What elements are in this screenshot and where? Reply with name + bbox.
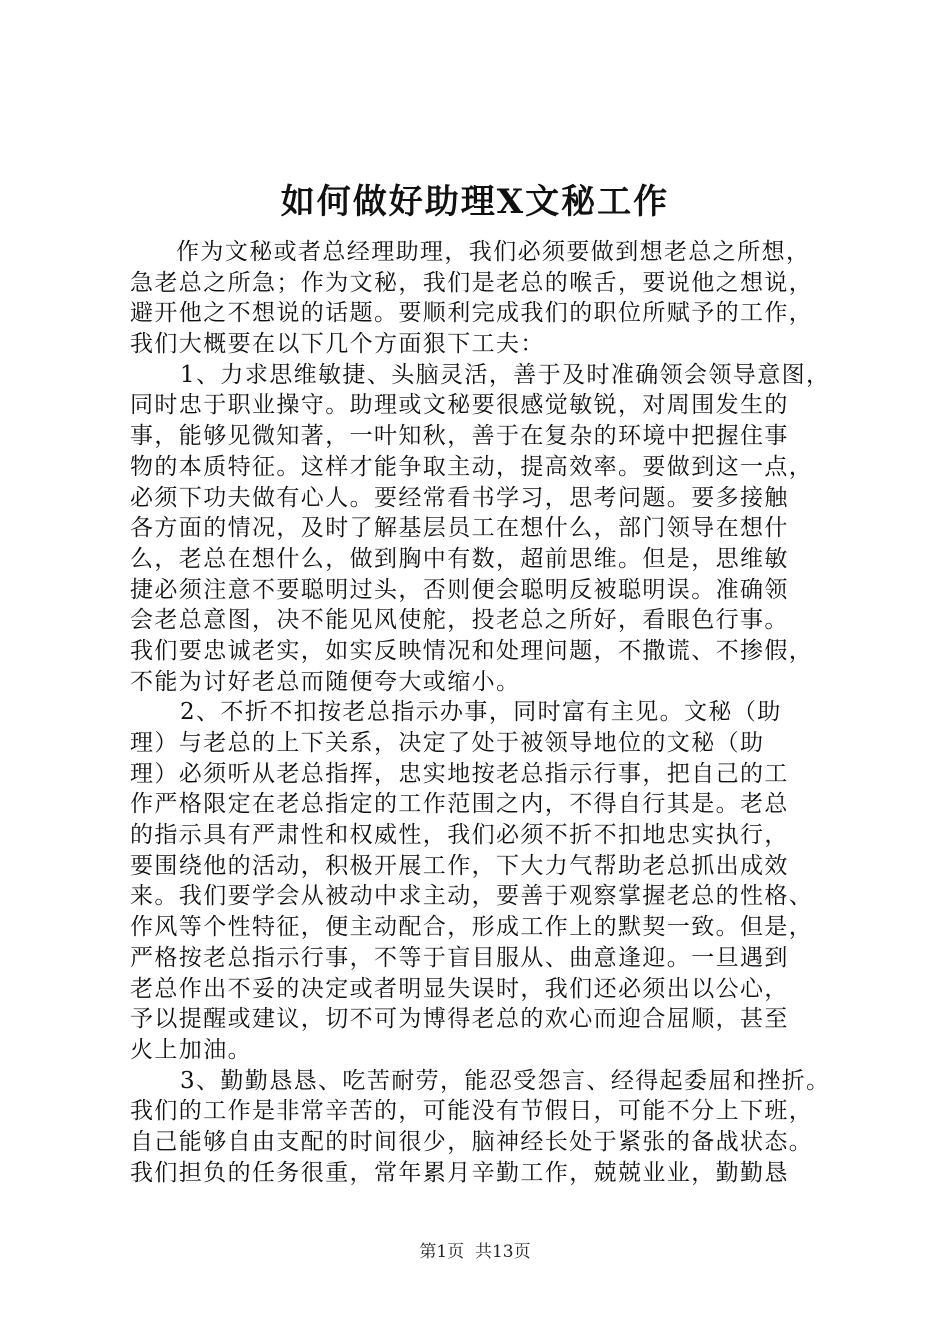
body-line: 各方面的情况，及时了解基层员工在想什么，部门领导在想什 bbox=[130, 515, 789, 542]
page-footer bbox=[0, 1240, 950, 1264]
document-title: 如何做好助理X文秘工作 bbox=[280, 182, 670, 222]
body-line: 我们要忠诚老实，如实反映情况和处理问题，不撒谎、不掺假， bbox=[130, 637, 814, 664]
body-line: 必须下功夫做有心人。要经常看书学习，思考问题。要多接触 bbox=[130, 484, 789, 511]
body-line: 我们担负的任务很重，常年累月辛勤工作，兢兢业业，勤勤恳 bbox=[130, 1159, 789, 1186]
body-line: 理）必须听从老总指挥，忠实地按老总指示行事，把自己的工 bbox=[130, 760, 789, 787]
body-line: 不能为讨好老总而随便夸大或缩小。 bbox=[130, 668, 521, 695]
body-line: 么，老总在想什么，做到胸中有数，超前思维。但是，思维敏 bbox=[130, 545, 789, 572]
body-line: 会老总意图，决不能见风使舵，投老总之所好，看眼色行事。 bbox=[130, 607, 789, 634]
body-line: 我们大概要在以下几个方面狠下工夫： bbox=[130, 331, 545, 358]
body-line: 避开他之不想说的话题。要顺利完成我们的职位所赋予的工作， bbox=[130, 300, 814, 327]
body-line: 1、力求思维敏捷、头脑灵活，善于及时准确领会领导意图， bbox=[180, 361, 831, 388]
body-line: 来。我们要学会从被动中求主动，要善于观察掌握老总的性格、 bbox=[130, 883, 814, 910]
page-number-label: 第1页 共13页 bbox=[419, 1242, 531, 1262]
body-line: 理）与老总的上下关系，决定了处于被领导地位的文秘（助 bbox=[130, 730, 765, 756]
body-line: 的指示具有严肃性和权威性，我们必须不折不扣地忠实执行， bbox=[130, 822, 789, 849]
body-line: 2、不折不扣按老总指示办事，同时富有主见。文秘（助 bbox=[180, 699, 782, 726]
body-line: 作为文秘或者总经理助理，我们必须要做到想老总之所想， bbox=[176, 239, 811, 265]
body-line: 作风等个性特征，便主动配合，形成工作上的默契一致。但是， bbox=[130, 914, 814, 941]
body-line: 物的本质特征。这样才能争取主动，提高效率。要做到这一点， bbox=[130, 453, 814, 480]
body-line: 3、勤勤恳恳、吃苦耐劳，能忍受怨言、经得起委屈和挫折。 bbox=[180, 1067, 831, 1094]
body-line: 事，能够见微知著，一叶知秋，善于在复杂的环境中把握住事 bbox=[130, 423, 789, 450]
document-body bbox=[130, 237, 840, 1188]
body-line: 予以提醒或建议，切不可为博得老总的欢心而迎合屈顺，甚至 bbox=[130, 1006, 789, 1033]
body-line: 急老总之所急；作为文秘，我们是老总的喉舌，要说他之想说， bbox=[130, 269, 814, 296]
body-line: 同时忠于职业操守。助理或文秘要很感觉敏锐，对周围发生的 bbox=[130, 392, 789, 419]
body-line: 老总作出不妥的决定或者明显失误时，我们还必须出以公心， bbox=[130, 975, 789, 1002]
body-line: 我们的工作是非常辛苦的，可能没有节假日，可能不分上下班， bbox=[130, 1098, 814, 1125]
body-line: 要围绕他的活动，积极开展工作，下大力气帮助老总抓出成效 bbox=[130, 852, 789, 879]
body-line: 作严格限定在老总指定的工作范围之内，不得自行其是。老总 bbox=[130, 791, 789, 818]
body-line: 自己能够自由支配的时间很少，脑神经长处于紧张的备战状态。 bbox=[130, 1128, 814, 1155]
body-line: 捷必须注意不要聪明过头，否则便会聪明反被聪明误。准确领 bbox=[130, 576, 789, 603]
body-line: 严格按老总指示行事，不等于盲目服从、曲意逢迎。一旦遇到 bbox=[130, 944, 789, 971]
body-line: 火上加油。 bbox=[130, 1036, 252, 1063]
